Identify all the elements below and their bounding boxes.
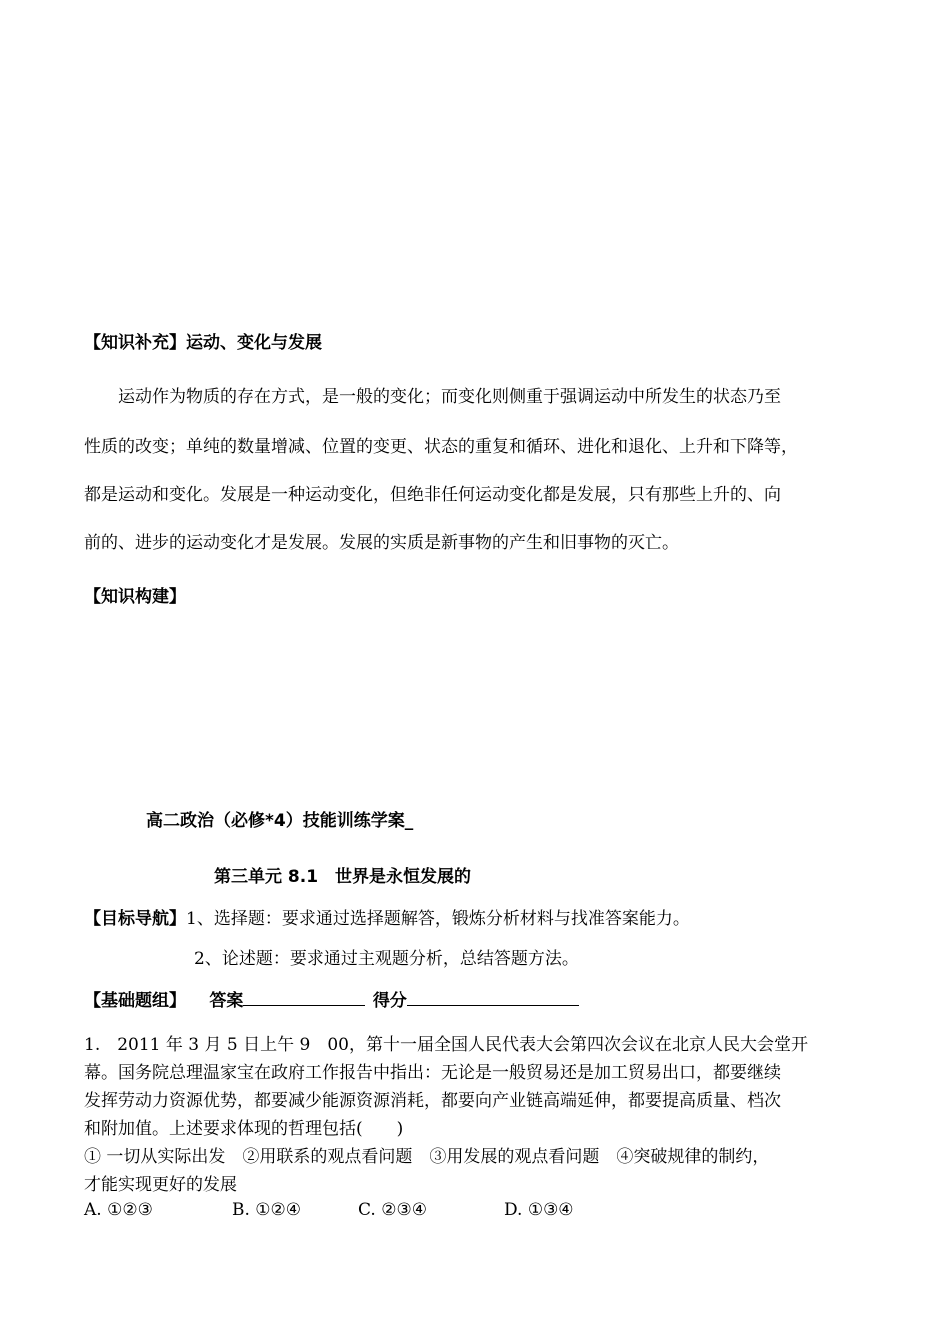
question1-option-a: A. ①②③ [84, 1200, 153, 1220]
heading-bracket: 【知识补充】 [84, 333, 186, 353]
supplement-line-1: 运动作为物质的存在方式，是一般的变化；而变化则侧重于强调运动中所发生的状态乃至 [118, 387, 781, 407]
question1-line-2: 幕。国务院总理温家宝在政府工作报告中指出：无论是一般贸易还是加工贸易出口，都要继续 [84, 1063, 781, 1083]
worksheet-subtitle: 第三单元 8.1 世界是永恒发展的 [214, 867, 472, 887]
question1-line-1: 1. 2011 年 3 月 5 日上午 9 00，第十一届全国人民代表大会第四次会议在北京人民大会堂开 [84, 1035, 808, 1055]
score-label: 得分 [372, 991, 407, 1011]
goal-nav-line-1 [84, 904, 690, 929]
goal-item-2: 2、论述题：要求通过主观题分析，总结答题方法。 [194, 949, 579, 969]
basic-group-row [84, 986, 579, 1011]
knowledge-supplement-heading [84, 328, 322, 353]
supplement-line-2: 性质的改变；单纯的数量增减、位置的变更、状态的重复和循环、进化和退化、上升和下降等， [84, 437, 798, 457]
goal-item-1: 1、选择题：要求通过选择题解答，锻炼分析材料与找准答案能力。 [186, 909, 690, 929]
question1-line-3: 发挥劳动力资源优势，都要减少能源资源消耗，都要向产业链高端延伸，都要提高质量、档次 [84, 1091, 781, 1111]
goal-nav-heading: 【目标导航】 [84, 909, 186, 929]
question1-option-c: C. ②③④ [358, 1200, 427, 1220]
question1-option-d: D. ①③④ [504, 1200, 574, 1220]
worksheet-title: 高二政治（必修*4）技能训练学案_ [146, 811, 414, 831]
supplement-line-3: 都是运动和变化。发展是一种运动变化，但绝非任何运动变化都是发展，只有那些上升的、向 [84, 485, 781, 505]
knowledge-build-heading: 【知识构建】 [84, 587, 186, 607]
score-blank[interactable] [407, 989, 579, 1006]
question1-line-5: ① 一切从实际出发 ②用联系的观点看问题 ③用发展的观点看问题 ④突破规律的制约， [84, 1147, 770, 1167]
question1-line-4: 和附加值。上述要求体现的哲理包括( ) [84, 1119, 404, 1139]
question1-line-6: 才能实现更好的发展 [84, 1175, 237, 1195]
basic-group-heading: 【基础题组】 [84, 991, 186, 1011]
supplement-line-4: 前的、进步的运动变化才是发展。发展的实质是新事物的产生和旧事物的灭亡。 [84, 533, 679, 553]
answer-blank[interactable] [243, 989, 365, 1006]
answer-label: 答案 [209, 991, 244, 1011]
heading-title: 运动、变化与发展 [186, 333, 322, 353]
question1-option-b: B. ①②④ [232, 1200, 302, 1220]
